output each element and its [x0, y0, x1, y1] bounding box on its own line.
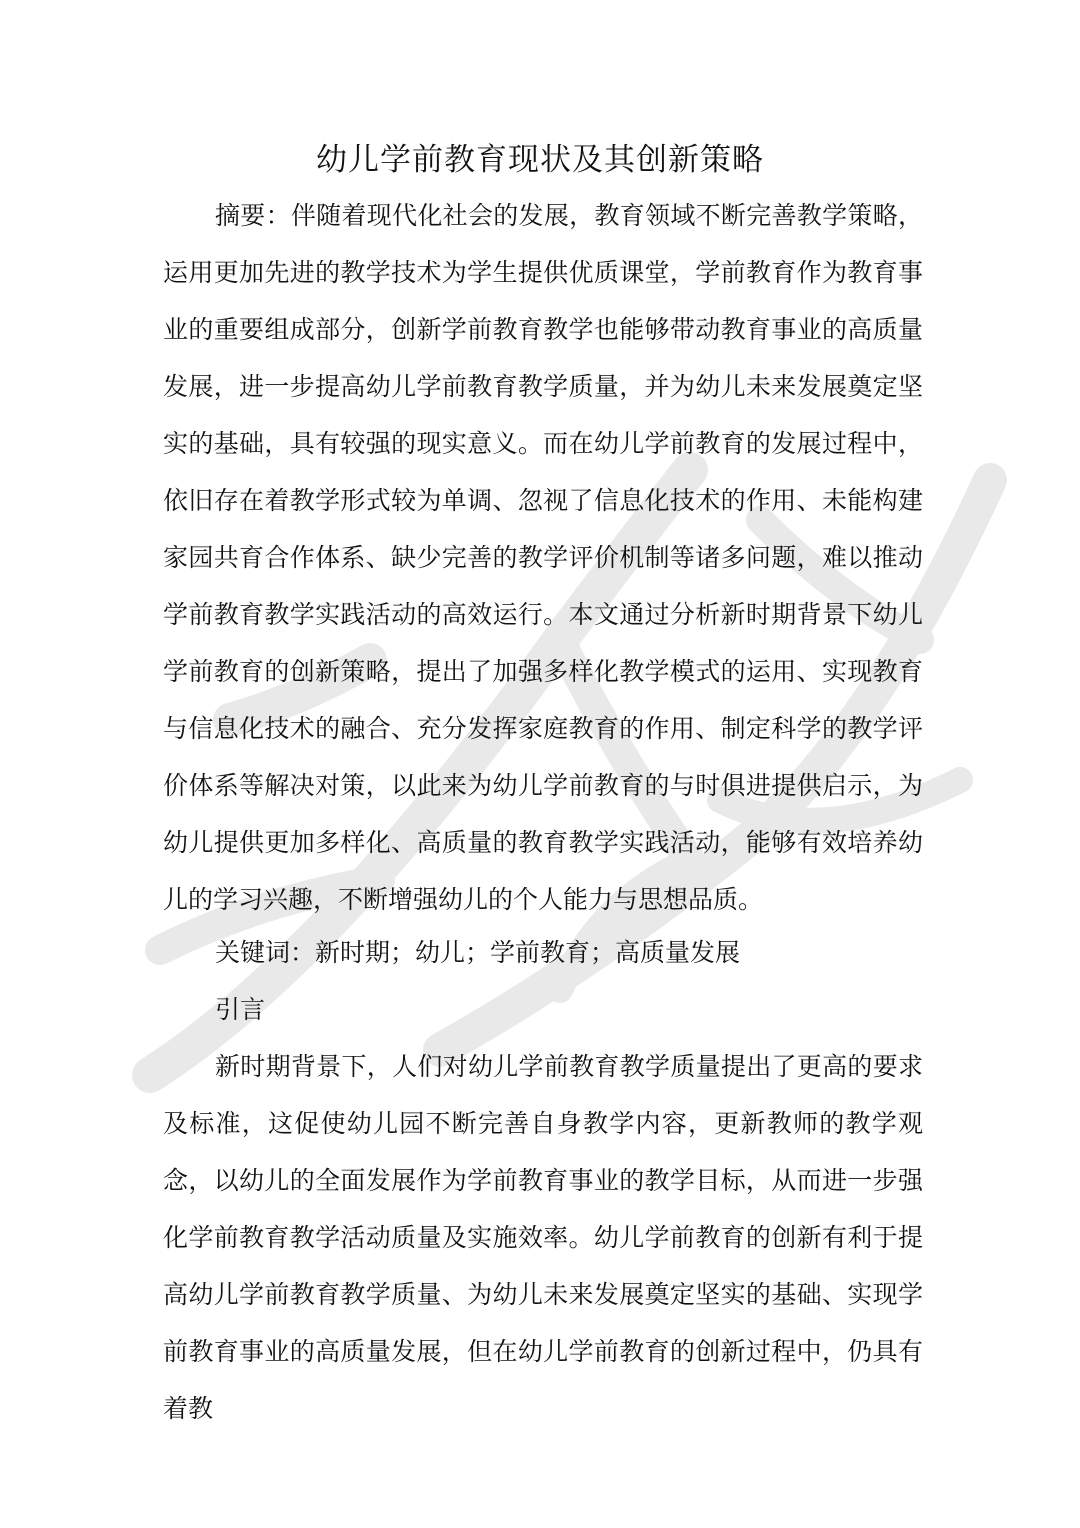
abstract-paragraph: 摘要：伴随着现代化社会的发展，教育领域不断完善教学策略，运用更加先进的教学技术为学生提供优质课堂，学前教育作为教育事业的重要组成部分，创新学前教育教学也能够带动教育事业的高质量发展，进一步提高幼儿学前教育教学质量，并为幼儿未来发展奠定坚实的基础，具有较强的现实意义。而在幼儿学前教育的发展过程中，依旧存在着教学形式较为单调、忽视了信息化技术的作用、未能构建家园共育合作体系、缺少完善的教学评价机制等诸多问题，难以推动学前教育教学实践活动的高效运行。本文通过分析新时期背景下幼儿学前教育的创新策略，提出了加强多样化教学模式的运用、实现教育与信息化技术的融合、充分发挥家庭教育的作用、制定科学的教学评价体系等解决对策，以此来为幼儿学前教育的与时俱进提供启示，为幼儿提供更加多样化、高质量的教育教学实践活动，能够有效培养幼儿的学习兴趣，不断增强幼儿的个人能力与思想品质。 — [163, 201, 923, 914]
introduction-heading: 引言 — [215, 995, 266, 1024]
introduction-paragraph: 新时期背景下，人们对幼儿学前教育教学质量提出了更高的要求及标准，这促使幼儿园不断完善自身教学内容，更新教师的教学观念，以幼儿的全面发展作为学前教育事业的教学目标，从而进一步强化学前教育教学活动质量及实施效率。幼儿学前教育的创新有利于提高幼儿学前教育教学质量、为幼儿未来发展奠定坚实的基础、实现学前教育事业的高质量发展，但在幼儿学前教育的创新过程中，仍具有着教 — [163, 1052, 923, 1423]
document-title: 幼儿学前教育现状及其创新策略 — [316, 142, 764, 178]
keywords-line: 关键词：新时期；幼儿；学前教育；高质量发展 — [215, 938, 741, 967]
